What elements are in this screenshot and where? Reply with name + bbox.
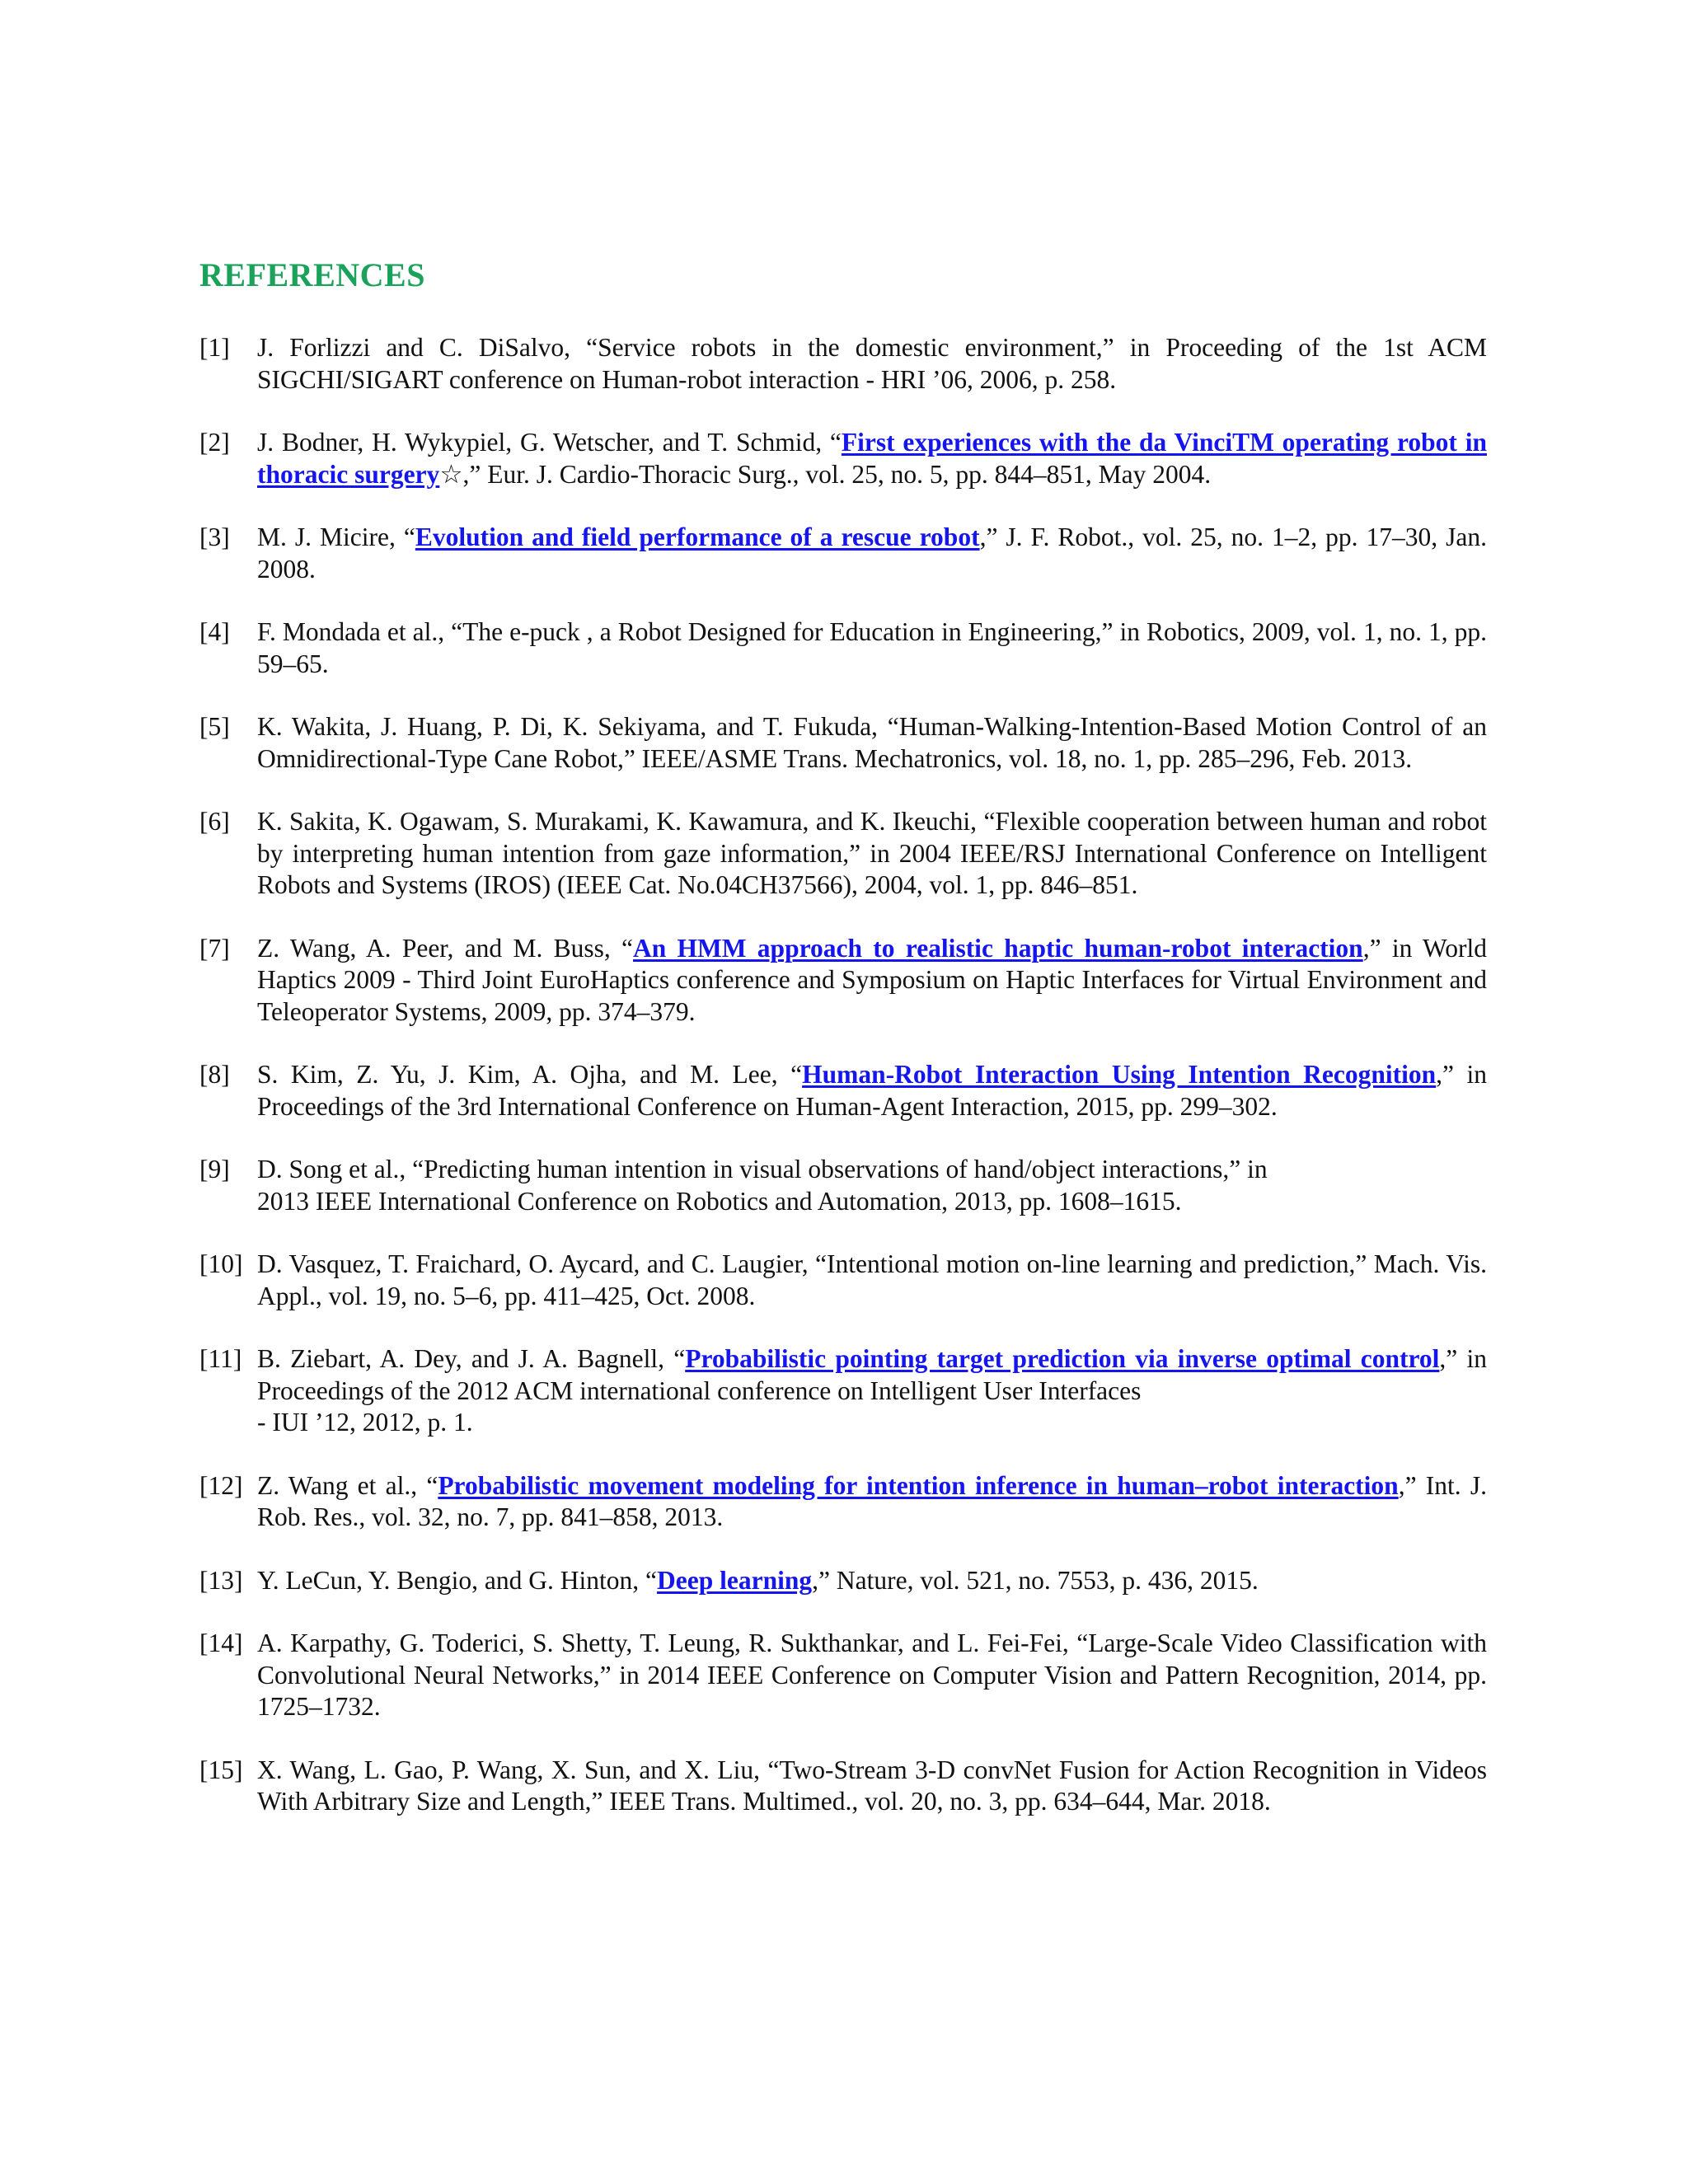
reference-text: D. Vasquez, T. Fraichard, O. Aycard, and C. Laugier, “Intentional motion on-line learning and prediction,” Mach. Vis. Appl., vol. 19, no. 5–6, pp. 411–425, Oct. 2008. — [257, 1249, 1487, 1310]
reference-item-2 — [199, 427, 1487, 490]
reference-number: [11] — [199, 1344, 242, 1373]
reference-text-after-link: ,” in Proceedings of the 2012 ACM international conference on Intelligent User Interfaces — [257, 1344, 1488, 1405]
reference-text: D. Song et al., “Predicting human intention in visual observations of hand/object interactions,” in — [257, 1155, 1268, 1183]
reference-text: S. Kim, Z. Yu, J. Kim, A. Ojha, and M. Lee, “ — [257, 1060, 803, 1089]
reference-number: [13] — [199, 1565, 243, 1595]
reference-text: K. Wakita, J. Huang, P. Di, K. Sekiyama, and T. Fukuda, “Human-Walking-Intention-Based Motion Control of an Omnidirectional-Type Cane Robot,” IEEE/ASME Trans. Mechatronics, vol. 18, no. 1, pp. 285–296, Feb. 2013. — [257, 712, 1487, 773]
reference-item-12 — [199, 1470, 1487, 1534]
reference-number: [2] — [199, 428, 230, 457]
reference-number: [7] — [199, 933, 230, 963]
reference-link-8[interactable]: Human-Robot Interaction Using Intention Recognition — [802, 1060, 1437, 1089]
references-page — [199, 255, 1487, 1849]
reference-item-11 — [199, 1343, 1487, 1439]
reference-item-9 — [199, 1154, 1487, 1217]
reference-item-6 — [199, 806, 1487, 902]
reference-number: [1] — [199, 333, 230, 362]
reference-text-after-link: ☆,” Eur. J. Cardio-Thoracic Surg., vol. 25, no. 5, pp. 844–851, May 2004. — [439, 459, 1212, 489]
reference-number: [3] — [199, 523, 230, 551]
reference-item-10 — [199, 1249, 1487, 1312]
reference-number: [14] — [199, 1629, 243, 1657]
reference-text: J. Forlizzi and C. DiSalvo, “Service robots in the domestic environment,” in Proceeding of the 1st ACM SIGCHI/SIGART conference on Human-robot interaction - HRI ’06, 2006, p. 258. — [257, 333, 1487, 394]
reference-number: [10] — [199, 1249, 243, 1278]
reference-item-8 — [199, 1059, 1487, 1122]
reference-text: K. Sakita, K. Ogawam, S. Murakami, K. Kawamura, and K. Ikeuchi, “Flexible cooperation between human and robot by interpreting human intention from gaze information,” in 2004 IEEE/RSJ International Conference on Intelligent Robots and Systems (IROS) (IEEE Cat. No.04CH37566), 2004, vol. 1, pp. 846–851. — [257, 807, 1487, 899]
reference-number: [4] — [199, 617, 230, 646]
reference-text-line-2: 2013 IEEE International Conference on Robotics and Automation, 2013, pp. 1608–1615. — [257, 1186, 1182, 1216]
reference-link-13[interactable]: Deep learning — [657, 1565, 813, 1595]
reference-link-3[interactable]: Evolution and field performance of a rescue robot — [415, 523, 980, 551]
reference-text-line-3: - IUI ’12, 2012, p. 1. — [257, 1408, 473, 1436]
reference-text: J. Bodner, H. Wykypiel, G. Wetscher, and T. Schmid, “ — [257, 428, 842, 457]
reference-number: [5] — [199, 712, 230, 741]
reference-text: Y. LeCun, Y. Bengio, and G. Hinton, “ — [257, 1565, 658, 1595]
reference-item-14 — [199, 1628, 1487, 1723]
reference-number: [15] — [199, 1755, 243, 1784]
reference-item-13 — [199, 1565, 1487, 1597]
reference-item-5 — [199, 711, 1487, 775]
reference-text: A. Karpathy, G. Toderici, S. Shetty, T. Leung, R. Sukthankar, and L. Fei-Fei, “Large-Scale Video Classification with Convolutional Neural Networks,” in 2014 IEEE Conference on Computer Vision and Pattern Recognition, 2014, pp. 1725–1732. — [257, 1629, 1487, 1721]
reference-number: [12] — [199, 1470, 243, 1500]
reference-number: [8] — [199, 1060, 230, 1089]
reference-link-12[interactable]: Probabilistic movement modeling for intention inference in human–robot interaction — [438, 1470, 1399, 1500]
reference-item-3 — [199, 522, 1487, 585]
reference-item-7 — [199, 933, 1487, 1029]
reference-text-after-link: ,” Int. J. Rob. Res., vol. 32, no. 7, pp. 841–858, 2013. — [257, 1470, 1487, 1531]
reference-text-after-link: ,” J. F. Robot., vol. 25, no. 1–2, pp. 17–30, Jan. 2008. — [257, 523, 1487, 583]
reference-text: Z. Wang, A. Peer, and M. Buss, “ — [257, 933, 634, 963]
reference-list — [199, 332, 1487, 1818]
reference-text: B. Ziebart, A. Dey, and J. A. Bagnell, “ — [257, 1344, 686, 1373]
reference-item-1 — [199, 332, 1487, 396]
references-heading: REFERENCES — [199, 256, 425, 293]
reference-link-7[interactable]: An HMM approach to realistic haptic human-robot interaction — [633, 933, 1363, 963]
reference-text: F. Mondada et al., “The e-puck , a Robot Designed for Education in Engineering,” in Robotics, 2009, vol. 1, no. 1, pp. 59–65. — [257, 617, 1487, 678]
reference-text: Z. Wang et al., “ — [257, 1470, 438, 1500]
reference-link-11[interactable]: Probabilistic pointing target prediction via inverse optimal control — [685, 1344, 1440, 1373]
reference-text: X. Wang, L. Gao, P. Wang, X. Sun, and X. Liu, “Two-Stream 3-D convNet Fusion for Action Recognition in Videos With Arbitrary Size and Length,” IEEE Trans. Multimed., vol. 20, no. 3, pp. 634–644, Mar. 2018. — [257, 1755, 1487, 1816]
reference-link-2[interactable]: First experiences with the da VinciTM operating robot in thoracic surgery — [257, 428, 1487, 489]
reference-number: [6] — [199, 807, 230, 836]
reference-number: [9] — [199, 1155, 230, 1183]
reference-item-15 — [199, 1755, 1487, 1818]
reference-item-4 — [199, 616, 1487, 680]
reference-text-after-link: ,” in World Haptics 2009 - Third Joint EuroHaptics conference and Symposium on Haptic Interfaces for Virtual Environment and Teleoperator Systems, 2009, pp. 374–379. — [257, 933, 1487, 1026]
reference-text-after-link: ,” Nature, vol. 521, no. 7553, p. 436, 2015. — [812, 1565, 1259, 1595]
reference-text-after-link: ,” in Proceedings of the 3rd International Conference on Human-Agent Interaction, 2015, pp. 299–302. — [257, 1060, 1488, 1121]
reference-text: M. J. Micire, “ — [257, 523, 415, 551]
